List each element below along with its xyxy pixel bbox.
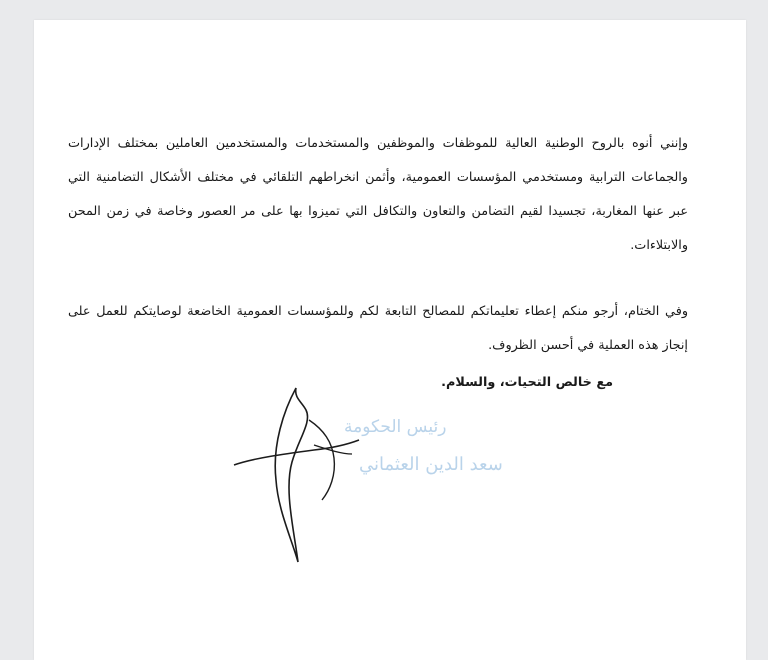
stamp-line-2: سعد الدين العثماني xyxy=(359,454,503,475)
body-paragraph-2: وفي الختام، أرجو منكم إعطاء تعليماتكم للمصالح التابعة لكم وللمؤسسات العمومية الخاضعة لوصايتكم للعمل على إنجاز هذه العملية في أحسن الظروف. xyxy=(68,304,688,353)
body-paragraph-1: وإنني أنوه بالروح الوطنية العالية للموظفات والموظفين والمستخدمات والمستخدمين العاملين بمختلف الإدارات والجماعات الترابية ومستخدمي المؤسسات العمومية، وأثمن انخراطهم التلقائي في مختلف الأشكال التضامنية التي عبر عنها المغاربة، تجسيدا لقيم التضامن والتعاون والتكافل التي تميزوا بها على مر العصور وخاصة في زمن المحن والابتلاءات. xyxy=(68,136,688,253)
letter-page xyxy=(34,20,746,660)
handwritten-signature xyxy=(214,350,374,580)
stamp-line-1: رئيس الحكومة xyxy=(344,417,447,437)
closing-salutation: مع خالص التحيات، والسلام. xyxy=(441,375,613,390)
